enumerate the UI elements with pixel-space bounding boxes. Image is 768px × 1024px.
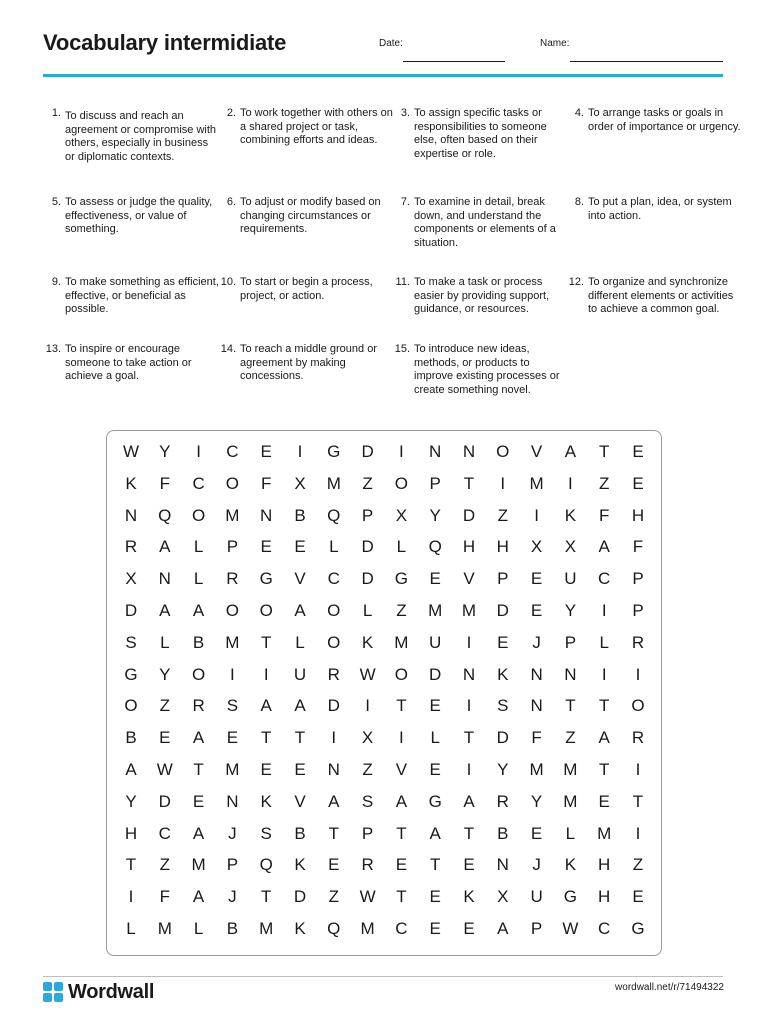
grid-letter: M	[428, 601, 443, 620]
grid-letter: M	[529, 473, 544, 493]
grid-letter: U	[293, 664, 307, 684]
grid-letter: R	[631, 728, 645, 748]
grid-letter: T	[328, 823, 339, 843]
grid-letter: Q	[158, 505, 172, 525]
grid-letter: V	[395, 760, 408, 779]
grid-letter: A	[192, 887, 205, 907]
grid-letter: F	[598, 505, 610, 525]
brand-name: Wordwall	[68, 980, 155, 1003]
grid-letter: Z	[632, 855, 644, 875]
date-line	[403, 61, 505, 62]
grid-letter: M	[225, 632, 240, 652]
grid-letter: F	[159, 473, 170, 493]
grid-letter: P	[632, 569, 644, 589]
grid-letter: A	[429, 823, 441, 843]
wordwall-logo[interactable]	[43, 982, 154, 1002]
grid-letter: A	[328, 791, 340, 811]
clue-number: 13.	[45, 343, 61, 355]
page-title: Vocabulary intermidiate	[43, 30, 287, 55]
grid-letter: C	[327, 569, 340, 589]
grid-letter: H	[496, 537, 509, 557]
grid-letter: I	[297, 442, 303, 461]
grid-letter: W	[359, 664, 376, 684]
grid-letter: X	[530, 537, 543, 557]
grid-letter: J	[532, 855, 541, 875]
grid-letter: N	[124, 505, 138, 525]
grid-letter: P	[226, 855, 239, 875]
grid-letter: M	[326, 473, 341, 493]
grid-letter: Y	[159, 664, 171, 684]
grid-letter: P	[361, 823, 374, 843]
clue-text: To assess or judge the quality, effectiveness, or value of something.	[65, 196, 213, 235]
grid-letter: T	[463, 823, 475, 843]
grid-letter: N	[564, 664, 577, 684]
grid-letter: I	[500, 473, 506, 493]
grid-letter: K	[125, 473, 137, 493]
grid-letter: P	[361, 505, 374, 525]
grid-letter: A	[564, 442, 577, 461]
clue-text: To introduce new ideas, methods, or products to improve existing processes or create something novel.	[414, 343, 560, 396]
grid-letter: F	[632, 537, 644, 557]
footer-divider	[43, 976, 723, 977]
grid-letter: S	[226, 696, 239, 716]
grid-letter: Z	[396, 601, 407, 620]
grid-letter: E	[530, 601, 543, 620]
grid-letter: I	[263, 664, 269, 684]
grid-letter: M	[461, 601, 477, 620]
grid-letter: Z	[565, 728, 576, 748]
grid-letter: R	[631, 632, 645, 652]
grid-letter: E	[226, 728, 239, 748]
grid-letter: P	[497, 569, 509, 589]
grid-letter: E	[192, 791, 205, 811]
grid-letter: V	[294, 569, 306, 589]
grid-letter: L	[160, 632, 170, 652]
grid-letter: Z	[598, 473, 610, 493]
grid-letter: P	[226, 537, 239, 557]
grid-letter: N	[530, 664, 543, 684]
grid-letter: Z	[159, 855, 170, 875]
grid-letter: E	[429, 696, 441, 716]
grid-letter: A	[294, 601, 306, 620]
grid-letter: C	[395, 919, 408, 938]
grid-letter: A	[294, 696, 306, 716]
grid-letter: N	[429, 442, 442, 461]
grid-letter: E	[328, 855, 340, 875]
grid-letter: D	[462, 505, 476, 525]
grid-letter: S	[361, 791, 374, 811]
header-divider	[43, 74, 723, 77]
grid-letter: A	[260, 696, 272, 716]
clue-text: To inspire or encourage someone to take action or achieve a goal.	[65, 343, 192, 382]
grid-letter: R	[226, 569, 239, 589]
grid-letter: I	[466, 696, 472, 716]
grid-letter: V	[463, 569, 475, 589]
clue-number: 5.	[51, 196, 61, 208]
grid-letter: F	[260, 473, 272, 493]
grid-letter: C	[158, 823, 171, 843]
grid-letter: D	[327, 696, 340, 716]
grid-letter: U	[564, 569, 577, 589]
grid-letter: T	[632, 791, 644, 811]
grid-letter: T	[260, 728, 272, 748]
grid-letter: X	[125, 569, 137, 589]
grid-letter: K	[294, 855, 306, 875]
wordwall-logo-icon	[43, 982, 63, 1002]
grid-letter: N	[226, 791, 239, 811]
grid-letter: I	[399, 728, 404, 748]
grid-letter: N	[530, 696, 543, 716]
grid-letter: D	[496, 728, 509, 748]
grid-letter: K	[564, 505, 577, 525]
grid-letter: K	[497, 664, 509, 684]
grid-letter: D	[496, 601, 509, 620]
grid-letter: L	[430, 728, 440, 748]
grid-letter: J	[228, 887, 237, 907]
grid-letter: T	[125, 855, 137, 875]
grid-letter: J	[228, 823, 237, 843]
grid-letter: E	[294, 537, 306, 557]
grid-letter: E	[497, 632, 509, 652]
clue-text: To reach a middle ground or agreement by making concessions.	[240, 343, 377, 382]
grid-letter: T	[260, 632, 272, 652]
grid-letter: I	[399, 442, 404, 461]
grid-letter: I	[466, 632, 472, 652]
clue-text: To start or begin a process, project, or action.	[240, 276, 373, 302]
grid-letter: T	[396, 823, 407, 843]
grid-letter: Y	[429, 505, 441, 525]
grid-letter: W	[156, 760, 173, 779]
grid-letter: I	[365, 696, 370, 716]
grid-letter: M	[597, 823, 612, 843]
grid-letter: R	[124, 537, 138, 557]
grid-letter: K	[361, 632, 374, 652]
grid-letter: D	[361, 537, 374, 557]
grid-letter: H	[124, 823, 138, 843]
grid-letter: Q	[428, 537, 442, 557]
grid-letter: T	[396, 887, 407, 907]
grid-letter: S	[497, 696, 509, 716]
grid-letter: L	[193, 919, 204, 938]
grid-letter: E	[260, 442, 272, 461]
grid-letter: Z	[159, 696, 170, 716]
grid-letter: L	[565, 823, 576, 843]
grid-letter: R	[192, 696, 205, 716]
grid-letter: I	[466, 760, 472, 779]
grid-letter: G	[124, 664, 138, 684]
grid-letter: I	[230, 664, 235, 684]
grid-letter: I	[601, 601, 607, 620]
grid-letter: T	[294, 728, 306, 748]
grid-letter: W	[562, 919, 579, 938]
grid-letter: W	[359, 887, 376, 907]
grid-letter: L	[362, 601, 373, 620]
grid-letter: L	[396, 537, 407, 557]
grid-letter: N	[260, 505, 273, 525]
grid-letter: C	[598, 569, 611, 589]
grid-letter: Y	[125, 791, 137, 811]
grid-letter: E	[632, 887, 644, 907]
name-line	[570, 61, 723, 62]
grid-letter: Y	[159, 442, 171, 461]
grid-letter: E	[463, 919, 475, 938]
grid-letter: M	[360, 919, 375, 938]
grid-letter: O	[191, 664, 206, 684]
grid-letter: C	[598, 919, 611, 938]
grid-letter: M	[157, 919, 172, 938]
grid-letter: O	[394, 664, 408, 684]
grid-letter: E	[530, 823, 543, 843]
clue-text: To organize and synchronize different elements or activities to achieve a common goal.	[588, 276, 734, 315]
grid-letter: A	[192, 728, 205, 748]
clue-number: 4.	[574, 107, 584, 119]
grid-letter: F	[159, 887, 170, 907]
grid-letter: E	[260, 760, 272, 779]
clue-text: To assign specific tasks or responsibilities to someone else, often based on their expertise or role.	[414, 107, 547, 160]
grid-letter: H	[631, 505, 645, 525]
grid-letter: E	[429, 919, 441, 938]
grid-letter: T	[260, 887, 272, 907]
grid-letter: N	[462, 442, 476, 461]
clue-number: 14.	[220, 343, 236, 355]
grid-letter: V	[530, 442, 543, 461]
grid-letter: N	[496, 855, 509, 875]
grid-letter: A	[125, 760, 137, 779]
clue-number: 3.	[400, 107, 410, 119]
grid-letter: C	[192, 473, 205, 493]
grid-letter: E	[260, 537, 272, 557]
grid-letter: W	[122, 442, 140, 461]
grid-letter: D	[124, 601, 138, 620]
grid-letter: A	[159, 537, 171, 557]
grid-letter: B	[294, 823, 306, 843]
clue-number: 8.	[574, 196, 584, 208]
grid-letter: I	[568, 473, 573, 493]
grid-letter: T	[429, 855, 441, 875]
clue-number: 10.	[220, 276, 236, 288]
grid-letter: A	[159, 601, 171, 620]
grid-letter: S	[125, 632, 137, 652]
grid-letter: E	[530, 569, 543, 589]
grid-letter: S	[260, 823, 272, 843]
clue-text: To put a plan, idea, or system into action.	[588, 196, 732, 222]
grid-letter: Q	[327, 505, 341, 525]
grid-letter: O	[259, 601, 273, 620]
grid-letter: T	[463, 728, 475, 748]
grid-letter: L	[193, 569, 204, 589]
grid-letter: H	[598, 855, 611, 875]
grid-letter: M	[563, 791, 578, 811]
clue-number: 7.	[400, 196, 410, 208]
grid-letter: P	[530, 919, 543, 938]
grid-letter: E	[632, 442, 644, 461]
grid-letter: T	[598, 696, 610, 716]
grid-letter: A	[463, 791, 475, 811]
grid-letter: I	[635, 664, 641, 684]
grid-letter: M	[529, 760, 544, 779]
grid-letter: H	[462, 537, 476, 557]
grid-letter: L	[126, 919, 136, 938]
grid-letter: M	[225, 505, 240, 525]
grid-letter: K	[294, 919, 306, 938]
grid-letter: T	[598, 442, 610, 461]
clue-text: To adjust or modify based on changing circumstances or requirements.	[240, 196, 381, 235]
grid-letter: Q	[259, 855, 273, 875]
grid-letter: B	[226, 919, 239, 938]
grid-letter: K	[564, 855, 577, 875]
grid-letter: R	[496, 791, 509, 811]
grid-letter: T	[598, 760, 610, 779]
clue-number: 9.	[51, 276, 61, 288]
grid-letter: A	[598, 728, 610, 748]
grid-letter: X	[294, 473, 306, 493]
grid-letter: O	[191, 505, 206, 525]
grid-letter: I	[635, 760, 641, 779]
grid-letter: J	[532, 632, 541, 652]
grid-letter: P	[632, 601, 644, 620]
grid-letter: L	[329, 537, 339, 557]
grid-letter: N	[462, 664, 476, 684]
grid-letter: B	[125, 728, 137, 748]
grid-letter: O	[225, 601, 239, 620]
clue-text: To make a task or process easier by providing support, guidance, or resources.	[414, 276, 550, 315]
grid-letter: Z	[497, 505, 508, 525]
grid-letter: I	[635, 823, 641, 843]
grid-letter: X	[497, 887, 509, 907]
grid-letter: G	[428, 791, 442, 811]
grid-letter: N	[158, 569, 171, 589]
grid-letter: E	[429, 760, 441, 779]
clue-number: 12.	[568, 276, 584, 288]
grid-letter: E	[632, 473, 644, 493]
grid-letter: U	[530, 887, 543, 907]
grid-letter: I	[128, 887, 134, 907]
grid-letter: P	[564, 632, 577, 652]
clue-text: To work together with others on a shared project or task, combining efforts and ideas.	[240, 107, 393, 146]
grid-letter: Y	[530, 791, 543, 811]
grid-letter: X	[361, 728, 374, 748]
grid-letter: F	[531, 728, 542, 748]
grid-letter: R	[327, 664, 340, 684]
grid-letter: M	[563, 760, 578, 779]
clue-number: 15.	[394, 343, 410, 355]
grid-letter: A	[395, 791, 408, 811]
grid-letter: C	[226, 442, 239, 461]
grid-letter: A	[192, 823, 205, 843]
grid-letter: V	[294, 791, 306, 811]
grid-letter: Y	[497, 760, 509, 779]
grid-letter: Y	[564, 601, 577, 620]
date-label: Date:	[379, 38, 403, 49]
grid-letter: K	[463, 887, 475, 907]
clue-text: To make something as efficient, effective, or beneficial as possible.	[65, 276, 219, 315]
grid-letter: I	[534, 505, 539, 525]
grid-letter: I	[196, 442, 201, 461]
grid-letter: E	[429, 887, 441, 907]
grid-letter: D	[361, 569, 374, 589]
grid-letter: A	[497, 919, 509, 938]
grid-letter: A	[192, 601, 205, 620]
grid-letter: M	[394, 632, 409, 652]
grid-letter: E	[463, 855, 475, 875]
grid-letter: T	[193, 760, 204, 779]
grid-letter: D	[158, 791, 171, 811]
grid-letter: D	[293, 887, 307, 907]
grid-letter: O	[496, 442, 510, 461]
grid-letter: B	[192, 632, 205, 652]
grid-letter: O	[327, 601, 341, 620]
grid-letter: T	[565, 696, 576, 716]
grid-letter: L	[599, 632, 609, 652]
grid-letter: O	[124, 696, 138, 716]
grid-letter: M	[191, 855, 206, 875]
clue-number: 11.	[395, 276, 410, 288]
grid-letter: M	[225, 760, 240, 779]
grid-letter: O	[631, 696, 645, 716]
grid-letter: Q	[327, 919, 341, 938]
clue-number: 1.	[51, 107, 61, 119]
word-search-grid	[106, 430, 662, 956]
grid-letter: G	[631, 919, 645, 938]
activity-url[interactable]: wordwall.net/r/71494322	[615, 982, 724, 993]
grid-letter: Z	[362, 760, 373, 779]
grid-letter: Z	[328, 887, 339, 907]
grid-letter: M	[259, 919, 274, 938]
grid-letter: H	[598, 887, 611, 907]
clue-number: 2.	[226, 107, 236, 119]
grid-letter: L	[295, 632, 305, 652]
clue-text: To discuss and reach an agreement or compromise with others, especially in business or diplomatic contexts.	[65, 110, 217, 163]
grid-letter: I	[601, 664, 607, 684]
grid-letter: E	[395, 855, 408, 875]
grid-letter: K	[260, 791, 272, 811]
grid-letter: E	[598, 791, 610, 811]
name-label: Name:	[540, 38, 570, 49]
clue-text: To examine in detail, break down, and understand the components or elements of a situation.	[414, 196, 556, 249]
clue-number: 6.	[226, 196, 236, 208]
grid-letter: T	[396, 696, 407, 716]
grid-letter: T	[463, 473, 475, 493]
clue-text: To arrange tasks or goals in order of importance or urgency.	[588, 107, 741, 133]
grid-letter: X	[395, 505, 408, 525]
grid-letter: R	[361, 855, 374, 875]
grid-letter: G	[327, 442, 341, 461]
grid-letter: E	[294, 760, 306, 779]
grid-letter: E	[159, 728, 171, 748]
grid-letter: O	[394, 473, 408, 493]
grid-letter: B	[497, 823, 509, 843]
grid-letter: Z	[362, 473, 373, 493]
grid-letter: D	[429, 664, 442, 684]
grid-letter: O	[327, 632, 341, 652]
grid-letter: L	[193, 537, 204, 557]
grid-letter: D	[361, 442, 374, 461]
grid-letter: O	[225, 473, 239, 493]
grid-letter: G	[563, 887, 577, 907]
grid-letter: N	[327, 760, 340, 779]
grid-letter: X	[564, 537, 577, 557]
grid-letter: E	[429, 569, 441, 589]
grid-letter: U	[429, 632, 442, 652]
grid-letter: B	[294, 505, 306, 525]
grid-letter: I	[331, 728, 337, 748]
grid-letter: A	[598, 537, 610, 557]
grid-letter: G	[394, 569, 408, 589]
grid-letter: P	[429, 473, 441, 493]
grid-letter: G	[259, 569, 273, 589]
